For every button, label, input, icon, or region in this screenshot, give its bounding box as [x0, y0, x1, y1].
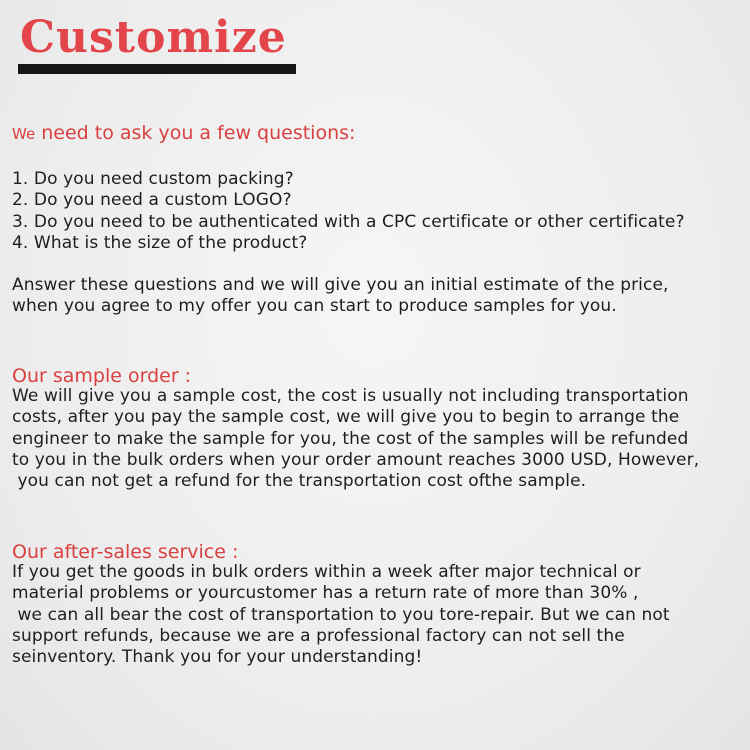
- paragraph-line: when you agree to my offer you can start to produce samples for you.: [12, 296, 617, 317]
- paragraph-line: we can all bear the cost of transportation to you tore-repair. But we can not: [12, 604, 670, 625]
- question-item: 3. Do you need to be authenticated with a CPC certificate or other certificate?: [12, 211, 685, 232]
- after-sales-heading: Our after-sales service :: [12, 541, 239, 563]
- paragraph-line: engineer to make the sample for you, the cost of the samples will be refunded: [12, 428, 689, 449]
- after-sales-paragraph: [12, 562, 670, 668]
- question-item: 1. Do you need custom packing?: [12, 169, 294, 189]
- paragraph-line: costs, after you pay the sample cost, we will give you to begin to arrange the: [12, 407, 680, 428]
- questions-heading-prefix: We: [12, 125, 36, 143]
- paragraph-line: support refunds, because we are a professional factory can not sell the: [12, 625, 625, 646]
- paragraph-line: Answer these questions and we will give you an initial estimate of the price,: [12, 275, 669, 295]
- page-title: Customize: [20, 12, 287, 63]
- question-item: 2. Do you need a custom LOGO?: [12, 190, 292, 211]
- sample-order-heading: Our sample order :: [12, 365, 192, 387]
- title-underline-bar: [18, 64, 296, 74]
- paragraph-line: you can not get a refund for the transportation cost ofthe sample.: [12, 471, 587, 492]
- paragraph-line: We will give you a sample cost, the cost is usually not including transportation: [12, 386, 689, 406]
- sample-order-paragraph: [12, 386, 699, 492]
- paragraph-line: to you in the bulk orders when your order amount reaches 3000 USD, However,: [12, 449, 700, 470]
- question-item: 4. What is the size of the product?: [12, 232, 308, 253]
- estimate-paragraph: [12, 275, 669, 318]
- questions-heading-text: need to ask you a few questions:: [35, 122, 356, 144]
- paragraph-line: material problems or yourcustomer has a return rate of more than 30% ,: [12, 583, 639, 604]
- questions-heading: [12, 121, 355, 146]
- paragraph-line: seinventory. Thank you for your understanding!: [12, 647, 423, 668]
- questions-list: [12, 169, 685, 254]
- paragraph-line: If you get the goods in bulk orders within a week after major technical or: [12, 562, 641, 582]
